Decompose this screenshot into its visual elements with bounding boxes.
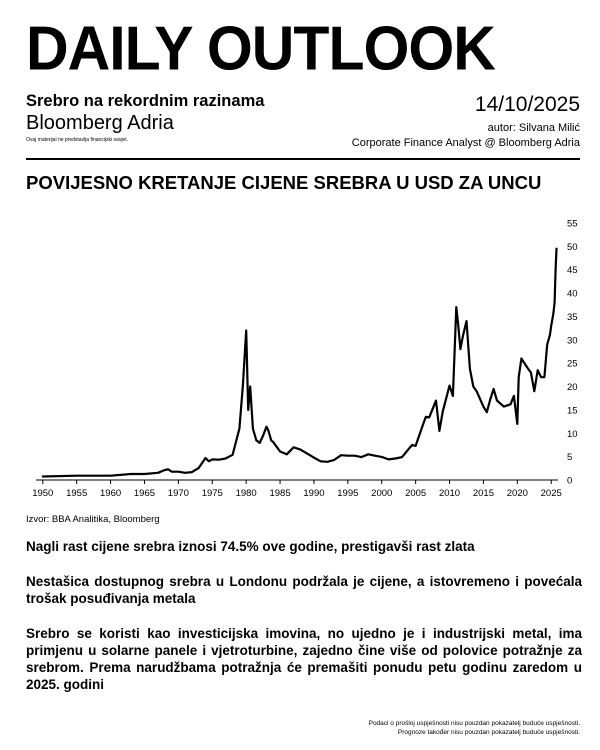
y-tick-label: 5	[567, 452, 573, 464]
x-tick-label: 1980	[235, 488, 257, 499]
report-date: 14/10/2025	[474, 93, 580, 116]
y-tick-label: 30	[567, 335, 578, 347]
x-tick-label: 1985	[269, 488, 291, 499]
body-paragraph-2: Nestašica dostupnog srebra u Londonu podržala je cijene, a istovremeno i povećala trošak posuđivanja metala	[26, 574, 582, 606]
series-layer	[43, 249, 557, 477]
x-tick-label: 2015	[472, 488, 494, 499]
disclaimer-text: Ovaj materijal ne predstavlja financijski savjet.	[26, 137, 128, 143]
report-subtitle: Srebro na rekordnim razinama	[26, 92, 265, 110]
y-tick-label: 55	[567, 218, 578, 230]
y-tick-label: 0	[567, 475, 573, 487]
author-role: Corporate Finance Analyst @ Bloomberg Adria	[351, 137, 580, 149]
x-tick-label: 1990	[303, 488, 325, 499]
body-paragraph-1: Nagli rast cijene srebra iznosi 74.5% ove godine, prestigavši rast zlata	[26, 539, 475, 554]
y-tick-label: 15	[567, 405, 578, 417]
brand-name: Bloomberg Adria	[26, 112, 174, 134]
chart-title: POVIJESNO KRETANJE CIJENE SREBRA U USD ZA UNCU	[26, 172, 542, 193]
y-tick-label: 20	[567, 382, 578, 394]
chart-source: Izvor: BBA Analitika, Bloomberg	[26, 514, 160, 525]
x-tick-label: 1955	[66, 488, 88, 499]
x-tick-label: 2010	[438, 488, 461, 499]
y-tick-label: 25	[567, 358, 578, 370]
footer-disclaimer	[280, 719, 580, 737]
x-tick-label: 1970	[167, 488, 189, 499]
y-tick-label: 10	[567, 428, 578, 440]
y-axis	[567, 219, 578, 487]
silver-price-chart	[0, 215, 600, 510]
y-tick-label: 40	[567, 288, 578, 300]
footer-line-2: Prognoze također nisu pouzdan pokazatelj buduće uspješnosti.	[397, 729, 580, 736]
header-divider	[26, 158, 580, 160]
x-tick-label: 1950	[32, 488, 54, 499]
x-tick-label: 2005	[405, 488, 427, 499]
series-line-silver-price	[43, 249, 557, 477]
x-tick-label: 2025	[540, 488, 562, 499]
masthead-title: DAILY OUTLOOK	[26, 14, 495, 84]
y-tick-label: 45	[567, 265, 578, 277]
y-tick-label: 50	[567, 241, 578, 253]
author-name: autor: Silvana Milić	[487, 122, 580, 134]
x-axis	[32, 480, 562, 499]
footer-line-1: Podaci o prošloj uspješnosti nisu pouzdan pokazatelj buduće uspješnosti.	[368, 720, 580, 727]
x-tick-label: 2000	[371, 488, 393, 499]
y-tick-label: 35	[567, 311, 578, 323]
x-tick-label: 1975	[201, 488, 223, 499]
subheader-right	[280, 92, 580, 151]
x-tick-label: 1995	[337, 488, 359, 499]
x-tick-label: 1965	[133, 488, 156, 499]
x-tick-label: 1960	[100, 488, 122, 499]
body-paragraph-3: Srebro se koristi kao investicijska imovina, no ujedno je i industrijski metal, ima primjenu u solarne panele i vjetroturbine, zajedno čine više od polovice potražnje za srebrom. Prema narudžbama potražnja će premašiti ponudu petu godinu zaredom u 2025. godini	[26, 626, 582, 692]
x-tick-label: 2020	[506, 488, 528, 499]
